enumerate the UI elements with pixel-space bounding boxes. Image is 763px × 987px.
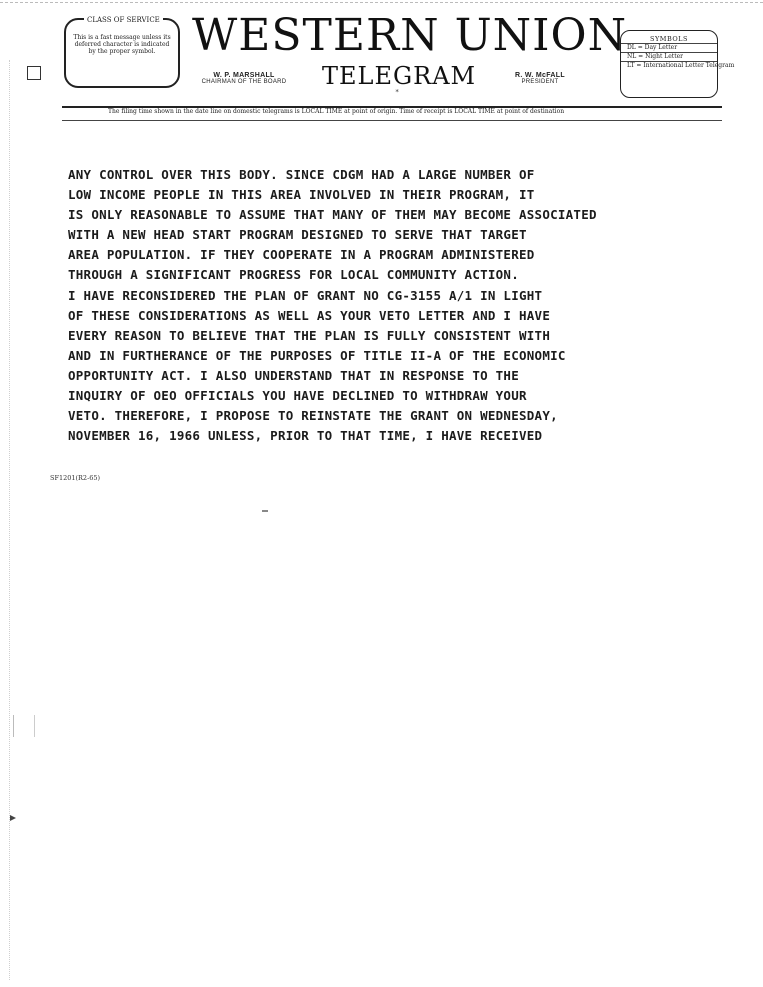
body-line: ANY CONTROL OVER THIS BODY. SINCE CDGM HAD A LARGE NUMBER OF [68,167,535,182]
symbol-row-lt: LT = International Letter Telegram [621,61,717,70]
class-of-service-title: CLASS OF SERVICE [84,17,163,24]
chairman-title: CHAIRMAN OF THE BOARD [201,79,287,85]
symbols-box [620,30,735,98]
body-line: IS ONLY REASONABLE TO ASSUME THAT MANY OF THEM MAY BECOME ASSOCIATED [68,207,597,223]
margin-arrow-icon [10,815,16,821]
western-union-logo: WESTERN UNION [192,10,628,61]
telegram-body [68,165,728,446]
symbol-row-dl: DL = Day Letter [621,43,717,52]
body-line: EVERY REASON TO BELIEVE THAT THE PLAN IS FULLY CONSISTENT WITH [68,327,551,343]
body-line: AREA POPULATION. IF THEY COOPERATE IN A PROGRAM ADMINISTERED [68,247,535,263]
ink-speck [262,510,268,512]
body-line: THROUGH A SIGNIFICANT PROGRESS FOR LOCAL COMMUNITY ACTION. [68,267,519,283]
margin-checkbox[interactable] [27,66,41,80]
body-line: AND IN FURTHERANCE OF THE PURPOSES OF TITLE II-A OF THE ECONOMIC [68,347,566,363]
president-title: PRESIDENT [521,79,559,85]
class-of-service-text: This is a fast message unless its deferred character is indicated by the proper symbol. [73,34,171,55]
top-dashed-border [0,2,763,3]
symbol-row-nl: NL = Night Letter [621,52,717,61]
body-line: OF THESE CONSIDERATIONS AS WELL AS YOUR VETO LETTER AND I HAVE [68,307,551,323]
class-of-service-box [64,18,180,88]
body-line: I HAVE RECONSIDERED THE PLAN OF GRANT NO CG-3155 A/1 IN LIGHT [68,287,543,303]
telegram-title: TELEGRAM [322,62,477,90]
body-line: INQUIRY OF OEO OFFICIALS YOU HAVE DECLINED TO WITHDRAW YOUR [68,388,527,404]
body-line: VETO. THEREFORE, I PROPOSE TO REINSTATE THE GRANT ON WEDNESDAY, [68,408,558,424]
header-rule-bottom [62,120,722,121]
body-line: LOW INCOME PEOPLE IN THIS AREA INVOLVED IN THEIR PROGRAM, IT [68,187,535,203]
body-line: WITH A NEW HEAD START PROGRAM DESIGNED TO SERVE THAT TARGET [68,227,527,243]
star-mark: * [395,88,400,96]
president-name: R. W. McFALL [515,72,565,79]
body-line: OPPORTUNITY ACT. I ALSO UNDERSTAND THAT IN RESPONSE TO THE [68,367,519,383]
symbols-title: SYMBOLS [650,35,688,43]
president-block [498,72,582,86]
body-line: NOVEMBER 16, 1966 UNLESS, PRIOR TO THAT TIME, I HAVE RECEIVED [68,428,543,444]
filing-time-note: The filing time shown in the date line on domestic telegrams is LOCAL TIME at point of origin. Time of receipt is LOCAL TIME at point of destination [108,108,565,115]
form-number: SF1201(R2-65) [50,474,101,482]
left-margin-line [9,60,10,980]
chairman-block [196,72,292,86]
margin-mark [13,715,35,737]
chairman-name: W. P. MARSHALL [213,72,275,79]
